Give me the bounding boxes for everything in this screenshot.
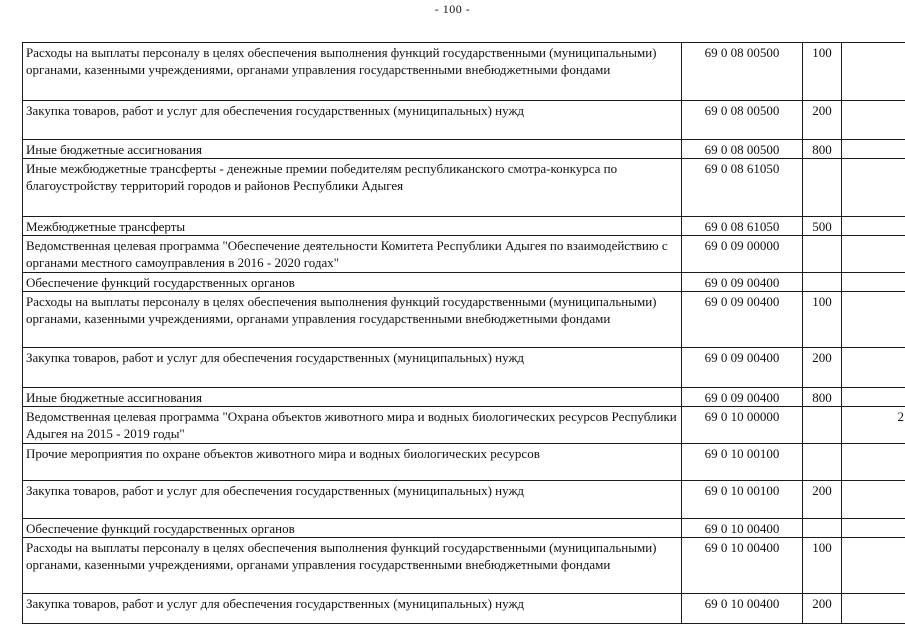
table-row [23, 292, 905, 348]
row-type [803, 444, 842, 481]
row-type: 200 [803, 348, 842, 388]
row-name: Обеспечение функций государственных органов [23, 519, 682, 538]
row-name: Закупка товаров, работ и услуг для обеспечения государственных (муниципальных) нужд [23, 348, 682, 388]
table-row [23, 519, 905, 538]
row-code: 69 0 08 61050 [681, 159, 802, 217]
row-type [803, 273, 842, 292]
row-amount: 2 [841, 407, 905, 444]
row-code: 69 0 10 00100 [681, 481, 802, 519]
table-row [23, 217, 905, 236]
row-type: 800 [803, 140, 842, 159]
row-type: 100 [803, 43, 842, 101]
row-code: 69 0 10 00100 [681, 444, 802, 481]
row-type: 200 [803, 594, 842, 624]
row-code: 69 0 10 00400 [681, 519, 802, 538]
row-amount [841, 273, 905, 292]
row-code: 69 0 10 00400 [681, 538, 802, 594]
row-name: Иные бюджетные ассигнования [23, 388, 682, 407]
row-code: 69 0 09 00400 [681, 292, 802, 348]
row-amount [841, 140, 905, 159]
row-code: 69 0 09 00400 [681, 388, 802, 407]
row-code: 69 0 08 00500 [681, 43, 802, 101]
row-name: Ведомственная целевая программа "Охрана объектов животного мира и водных биологических ресурсов Республики Адыгея на 2015 - 2019 годы" [23, 407, 682, 444]
row-amount [841, 159, 905, 217]
row-amount [841, 43, 905, 101]
table-row [23, 594, 905, 624]
row-name: Закупка товаров, работ и услуг для обеспечения государственных (муниципальных) нужд [23, 594, 682, 624]
table-row [23, 140, 905, 159]
row-amount [841, 292, 905, 348]
row-amount [841, 538, 905, 594]
row-code: 69 0 10 00400 [681, 594, 802, 624]
row-type [803, 519, 842, 538]
row-type: 100 [803, 292, 842, 348]
row-amount [841, 594, 905, 624]
row-name: Расходы на выплаты персоналу в целях обеспечения выполнения функций государственными (муниципальными) органами, казенными учреждениями, органами управления государственными внебюджетными фондами [23, 538, 682, 594]
table-row [23, 538, 905, 594]
row-amount [841, 481, 905, 519]
row-code: 69 0 09 00400 [681, 273, 802, 292]
row-amount [841, 388, 905, 407]
row-amount [841, 519, 905, 538]
row-name: Расходы на выплаты персоналу в целях обеспечения выполнения функций государственными (муниципальными) органами, казенными учреждениями, органами управления государственными внебюджетными фондами [23, 43, 682, 101]
row-type [803, 236, 842, 273]
row-type: 200 [803, 101, 842, 140]
page-number: - 100 - [434, 2, 471, 16]
row-type [803, 407, 842, 444]
row-type: 200 [803, 481, 842, 519]
row-name: Закупка товаров, работ и услуг для обеспечения государственных (муниципальных) нужд [23, 481, 682, 519]
row-name: Ведомственная целевая программа "Обеспечение деятельности Комитета Республики Адыгея по взаимодействию с органами местного самоуправления в 2016 - 2020 годах" [23, 236, 682, 273]
row-type: 100 [803, 538, 842, 594]
row-amount [841, 101, 905, 140]
row-code: 69 0 09 00400 [681, 348, 802, 388]
row-type: 800 [803, 388, 842, 407]
table-row [23, 273, 905, 292]
row-amount [841, 444, 905, 481]
row-code: 69 0 09 00000 [681, 236, 802, 273]
row-name: Закупка товаров, работ и услуг для обеспечения государственных (муниципальных) нужд [23, 101, 682, 140]
row-name: Расходы на выплаты персоналу в целях обеспечения выполнения функций государственными (муниципальными) органами, казенными учреждениями, органами управления государственными внебюджетными фондами [23, 292, 682, 348]
table-row [23, 388, 905, 407]
row-name: Иные межбюджетные трансферты - денежные премии победителям республиканского смотра-конкурса по благоустройству территорий городов и районов Республики Адыгея [23, 159, 682, 217]
row-amount [841, 217, 905, 236]
table-row [23, 481, 905, 519]
row-code: 69 0 08 00500 [681, 140, 802, 159]
row-amount [841, 348, 905, 388]
row-name: Прочие мероприятия по охране объектов животного мира и водных биологических ресурсов [23, 444, 682, 481]
row-code: 69 0 08 00500 [681, 101, 802, 140]
row-code: 69 0 10 00000 [681, 407, 802, 444]
row-name: Обеспечение функций государственных органов [23, 273, 682, 292]
table-row [23, 43, 905, 101]
table-row [23, 159, 905, 217]
row-code: 69 0 08 61050 [681, 217, 802, 236]
table-row [23, 348, 905, 388]
budget-table [22, 42, 905, 624]
row-type: 500 [803, 217, 842, 236]
table-row [23, 236, 905, 273]
table-row [23, 444, 905, 481]
table-row [23, 407, 905, 444]
row-amount [841, 236, 905, 273]
row-name: Иные бюджетные ассигнования [23, 140, 682, 159]
table-row [23, 101, 905, 140]
row-type [803, 159, 842, 217]
row-name: Межбюджетные трансферты [23, 217, 682, 236]
